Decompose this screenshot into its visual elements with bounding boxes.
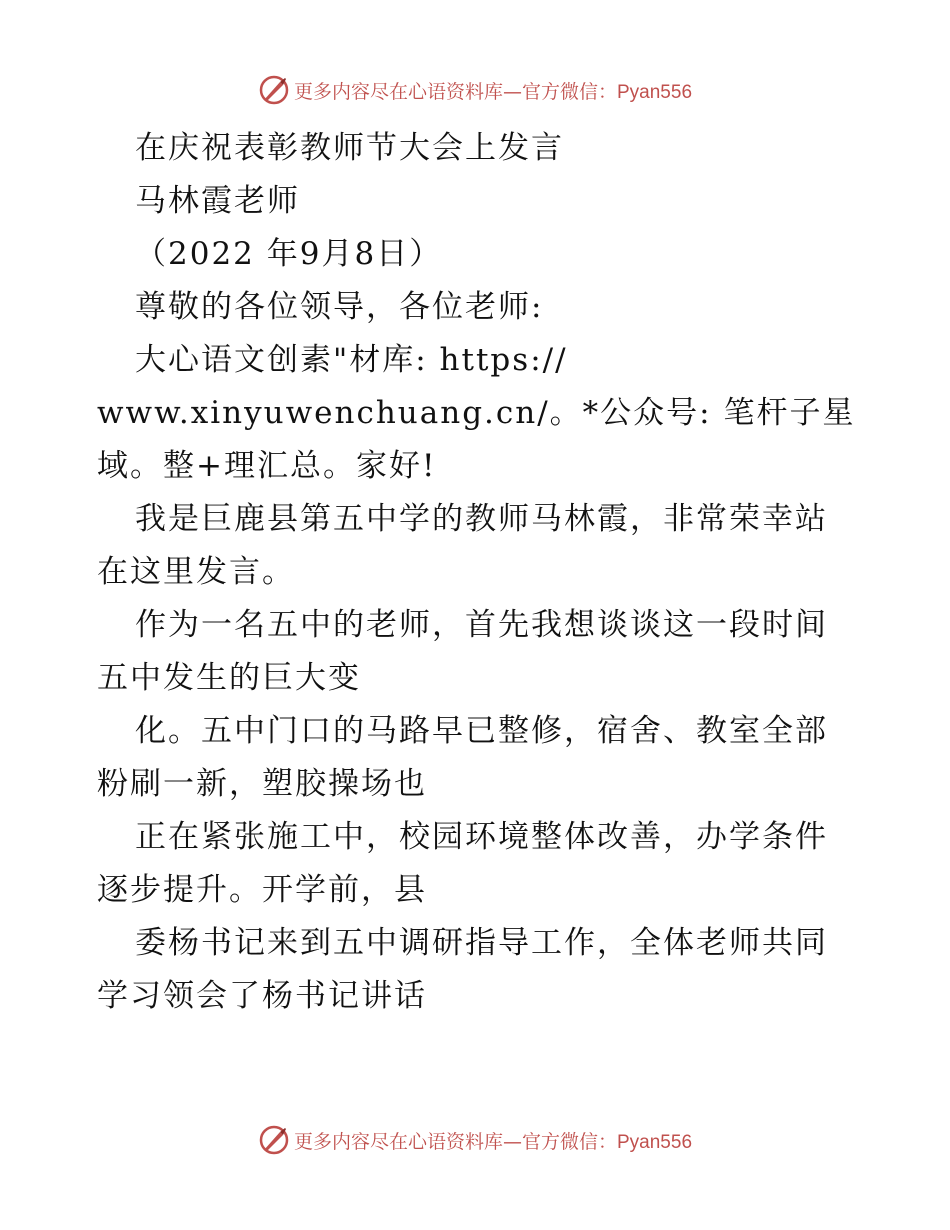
document-paragraph-line: 化。五中门口的马路早已整修，宿舍、教室全部 — [135, 713, 828, 749]
document-paragraph-line: 我是巨鹿县第五中学的教师马林霞，非常荣幸站 — [135, 501, 828, 537]
quill-pen-logo-icon — [258, 74, 290, 106]
header-banner-label: 更多内容尽在心语资料库—官方微信： — [293, 80, 617, 103]
document-paragraph-line: 粉刷一新，塑胶操场也 — [97, 766, 427, 802]
footer-banner-text — [294, 1127, 692, 1154]
document-body — [97, 122, 857, 1023]
document-paragraph-line: 学习领会了杨书记讲话 — [97, 978, 427, 1014]
footer-watermark-banner — [0, 1120, 950, 1160]
quill-pen-logo-icon — [258, 1124, 290, 1156]
header-banner-wechat-id: Pyan556 — [617, 81, 693, 103]
document-salutation: 尊敬的各位领导，各位老师: — [135, 289, 544, 325]
document-paragraph-line: 域。整+理汇总。家好! — [97, 448, 437, 484]
document-author: 马林霞老师 — [135, 183, 300, 219]
header-banner-text — [294, 77, 692, 104]
footer-banner-label: 更多内容尽在心语资料库—官方微信： — [293, 1130, 617, 1153]
document-paragraph-line: 委杨书记来到五中调研指导工作，全体老师共同 — [135, 925, 828, 961]
document-paragraph-line: 逐步提升。开学前，县 — [97, 872, 427, 908]
document-paragraph-line: 五中发生的巨大变 — [97, 660, 361, 696]
footer-banner-wechat-id: Pyan556 — [617, 1131, 693, 1153]
document-paragraph-line: 作为一名五中的老师，首先我想谈谈这一段时间 — [135, 607, 828, 643]
document-date: （2022 年9月8日） — [135, 236, 443, 272]
header-watermark-banner — [0, 70, 950, 110]
document-title: 在庆祝表彰教师节大会上发言 — [135, 130, 564, 166]
document-paragraph-line: 正在紧张施工中，校园环境整体改善，办学条件 — [135, 819, 828, 855]
document-paragraph-line: 在这里发言。 — [97, 554, 295, 590]
document-paragraph-line: 大心语文创素"材库: https:// — [135, 342, 568, 378]
document-paragraph-line: www.xinyuwenchuang.cn/。*公众号: 笔杆子星 — [97, 395, 856, 431]
